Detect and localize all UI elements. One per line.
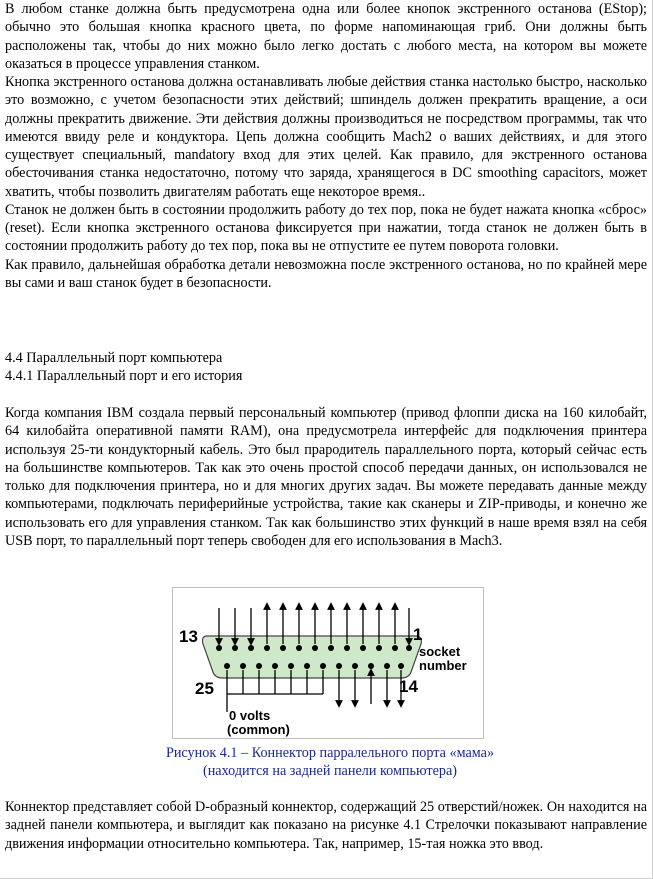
figure-caption: Рисунок 4.1 – Коннектор парралельного порта «мама» bbox=[165, 745, 495, 761]
parallel-port-figure bbox=[172, 587, 484, 739]
figure-caption-subtitle: (находится на задней панели компьютера) bbox=[202, 763, 458, 779]
pin-1-label: 1 bbox=[413, 625, 423, 644]
paragraph-connector: Коннектор представляет собой D-образный коннектор, содержащий 25 отверстий/ножек. Он находится на задней панели компьютера, и выглядит как показано на рисунке 4.1 Стрелочки показывают направление движения информации относительно компьютера. Так, например, 15-тая ножка это ввод. bbox=[5, 799, 647, 852]
socket-label: socket bbox=[419, 644, 461, 659]
connector-shell bbox=[203, 636, 422, 678]
number-label: number bbox=[419, 658, 467, 673]
connector-diagram bbox=[173, 588, 483, 738]
pin-13-label: 13 bbox=[179, 627, 198, 646]
pin-14-label: 14 bbox=[399, 677, 418, 696]
section-heading: 4.4 Параллельный порт компьютера bbox=[5, 350, 223, 366]
pin-25-label: 25 bbox=[195, 679, 214, 698]
paragraph-estop: В любом станке должна быть предусмотрена одна или более кнопок экстренного останова (EStop); обычно это большая кнопка красного цвета, по форме напоминающая гриб. Они должны быть расположены так, чтобы до них можно было легко достать с любого места, на котором вы можете оказаться в процессе управления станком. Кнопка экстренного останова должна останавливать любые действия станка настолько быстро, насколько это возможно, с учетом безопасности этих действий; шпиндель должен прекратить вращение, а оси должны прекратить движение. Эти действия должны производиться не посредством программы, так что имеются ввиду реле и кондуктора. Цепь должна сообщить Mach2 о ваших действиях, и для этого существует специальный, mandatory вход для этих целей. Как правило, для экстренного останова обесточивания станка недостаточно, потому что заряда, хранящегося в DC smoothing capacitors, может хватить, чтобы позволить двигателям работать еще некоторое время.. Станок не должен быть в состоянии продолжить работу до тех пор, пока не будет нажата кнопка «сброс» (reset). Если кнопка экстренного останова фиксируется при нажатии, тогда станок не должен быть в состоянии продолжить работу до тех пор, пока вы не отпустите ее путем поворота головки. Как правило, дальнейшая обработка детали невозможна после экстренного останова, но по крайней мере вы сами и ваш станок будет в безопасности. bbox=[5, 1, 647, 291]
paragraph-history: Когда компания IBM создала первый персональный компьютер (привод флоппи диска на 160 килобайт, 64 килобайта оперативной памяти RAM), она предусмотрела интерфейс для подключения принтера используя 25-ти кондукторный кабель. Это был прародитель параллельного порта, который сейчас есть на большинстве компьютеров. Так как это очень простой способ передачи данных, он использовался не только для подключения принтера, но и для многих других задач. Вы можете передавать данные между компьютерами, подключать периферийные устройства, такие как сканеры и ZIP-приводы, и конечно же использовать его для управления станком. Так как большинство этих функций в наше время взял на себя USB порт, то параллельный порт теперь свободен для его использования в Mach3. bbox=[5, 405, 647, 549]
subsection-heading: 4.4.1 Параллельный порт и его история bbox=[5, 368, 243, 384]
common-label: (common) bbox=[227, 722, 290, 737]
zero-volts-label: 0 volts bbox=[229, 708, 271, 723]
